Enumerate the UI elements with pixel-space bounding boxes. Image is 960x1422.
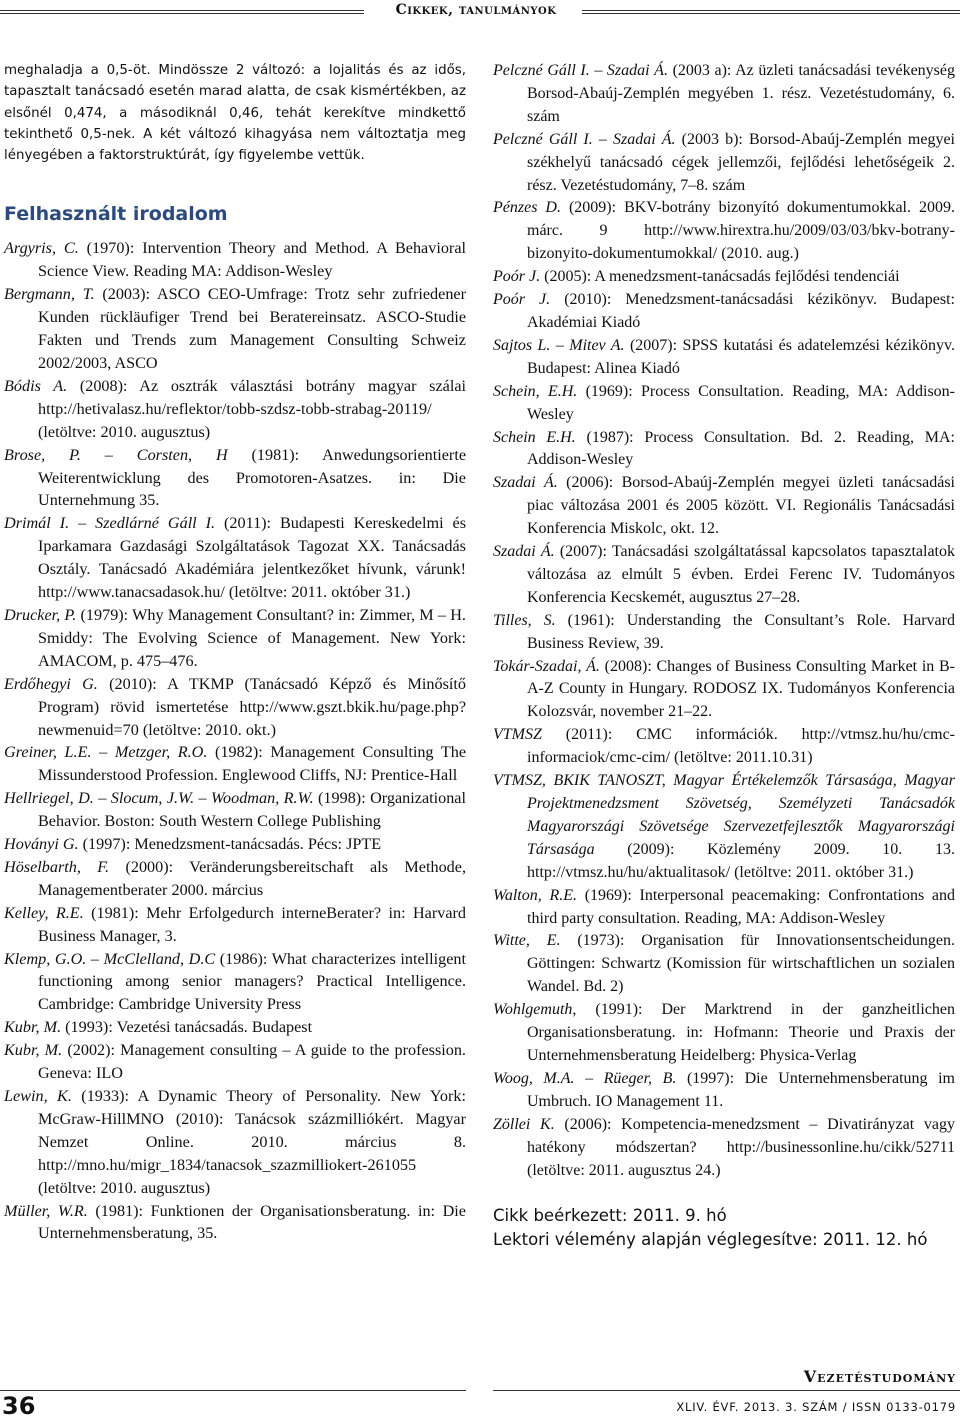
reference-entry (4, 1016, 466, 1039)
reference-entry (493, 197, 955, 266)
reference-text: (1981): Anwedungsorientierte Weiterentwicklung des Promotoren-Asatzes. in: Die Unternehmung 35. (38, 445, 467, 510)
reference-author: Greiner, L.E. – Metzger, R.O. (4, 743, 208, 762)
reference-text: (1987): Process Consultation. Bd. 2. Reading, MA: Addison-Wesley (527, 428, 955, 469)
reference-list-left (4, 237, 466, 1245)
reference-text: (1991): Der Marktrend in der ganzheitlichen Organisationsberatung. in: Hofmann: Theorie und Praxis der Unternehmensberatung Heidelberg: Physica-Verlag (527, 1001, 955, 1064)
reference-author: Wohlgemuth, (493, 1001, 577, 1019)
reference-entry (4, 237, 466, 283)
right-column (493, 60, 955, 1252)
reference-author: Bergmann, T. (4, 285, 95, 304)
reference-author: Hoványi G. (4, 835, 79, 854)
reference-author: Brose, P. – Corsten, H (4, 445, 228, 464)
reference-entry (493, 129, 955, 198)
reference-entry (493, 885, 955, 931)
reference-entry (4, 604, 466, 673)
reference-entry (493, 724, 955, 770)
reference-entry (493, 999, 955, 1068)
reference-text: (2010): Menedzsment-tanácsadási kézikönyv. Budapest: Akadémiai Kiadó (527, 291, 955, 331)
reference-author: Tilles, S. (493, 611, 556, 629)
references-heading: Felhasznált irodalom (4, 203, 228, 226)
page-number: 36 (2, 1392, 36, 1420)
reference-author: Müller, W.R. (4, 1201, 88, 1220)
reference-entry (4, 444, 466, 513)
reference-text: (1969): Process Consultation. Reading, MA: Addison-Wesley (527, 382, 956, 423)
reference-text: (1997): Die Unternehmensberatung im Umbruch. IO Management 11. (527, 1069, 955, 1110)
reference-text: (2009): Közlemény 2009. 10. 13. http://vtmsz.hu/hu/aktualitasok/ (letöltve: 2011. október 31.) (527, 840, 955, 881)
reference-text: (2005): A menedzsment-tanácsadás fejlődési tendenciái (540, 268, 900, 286)
reference-author: Drimál I. – Szedlárné Gáll I. (4, 514, 216, 533)
reference-text: (2008): Az osztrák választási botrány magyar szálai http://hetivalasz.hu/reflektor/tobb-szdsz-tobb-strabag-20119/ (letöltve: 2010. augusztus) (38, 376, 467, 441)
reference-text: (2007): SPSS kutatási és adatelemzési kézikönyv. Budapest: Alinea Kiadó (527, 336, 955, 377)
reference-author: Drucker, P. (4, 605, 77, 624)
reference-entry (4, 856, 466, 902)
reference-author: Schein E.H. (493, 428, 576, 446)
reference-entry (493, 770, 955, 885)
reference-author: Lewin, K. (4, 1087, 72, 1106)
reference-entry (4, 1039, 466, 1085)
reference-entry (4, 787, 466, 833)
reference-text: (2008): Changes of Business Consulting Market in B-A-Z County in Hungary. RODOSZ IX. Tudományos Konferencia Kolozsvár, november 21–22. (527, 657, 955, 721)
reference-text: (2007): Tanácsadási szolgáltatással kapcsolatos tapasztalatok változása az elmúlt 5 évben. Erdei Ferenc IV. Tudományos Konferencia Kecskemét, augusztus 27–28. (527, 543, 956, 606)
reference-entry (493, 656, 955, 725)
reference-text: (1979): Why Management Consultant? in: Zimmer, M – H. Smiddy: The Evolving Science of Management. New York: AMACOM, p. 475–476. (38, 605, 466, 670)
reference-text: (1986): What characterizes intelligent functioning among senior managers? Practical Intelligence. Cambridge: Cambridge University Press (38, 949, 466, 1014)
footer-rule-left (0, 1390, 466, 1391)
reference-entry (493, 60, 955, 129)
intro-paragraph: meghaladja a 0,5-öt. Mindössze 2 változó: a lojalitás és az idős, tapasztalt tanácsadó esetén marad alatta, de csak kismértékben, az elsőnél 0,474, a másodiknál 0,46, tehát kerekítve mindkettő tekinthető 0,5-nek. A két változó kihagyása nem változtatja meg lényegében a faktorstruktúrát, így figyelembe vettük. (4, 63, 466, 164)
reference-author: VTMSZ, BKIK TANOSZT, Magyar Értékelemzők Társasága, Magyar Projektmenedzsment Szövetség, Személyzeti Tanácsadók Magyarországi Szövetsége Szervezetfejlesztők Magyarországi Társasága (493, 772, 955, 858)
reference-text: (2011): Budapesti Kereskedelmi és Iparkamara Gazdasági Szolgáltatások Tagozat XX. Tanácsadás Osztály. Tanácsadó Akadémiára jelentkezőket hívunk, várunk! http://www.tanacsadasok.hu/ (letöltve: 2011. október 31.) (38, 514, 466, 602)
reference-entry (493, 541, 955, 610)
reference-entry (493, 930, 955, 999)
reference-entry (4, 948, 466, 1017)
reference-entry (4, 512, 466, 604)
header-rule-left (0, 10, 364, 14)
reference-text: (1973): Organisation für Innovationsentscheidungen. Göttingen: Schwartz (Komission für wirtschaftlichen un sozialen Wandel. Bd. 2) (527, 932, 956, 996)
reference-entry (493, 427, 955, 473)
journal-name: Vezetéstudomány (803, 1367, 956, 1386)
reference-author: Poór J. (493, 291, 551, 309)
reference-author: Kelley, R.E. (4, 903, 84, 922)
reference-entry (493, 1114, 955, 1183)
reference-text: (1933): A Dynamic Theory of Personality. New York: McGraw-HillMNO (2010): Tanácsok százmilliókért. Magyar Nemzet Online. 2010. március 8. http://mno.hu/migr_1834/tanacsok_szazmilliokert-261055 (letöltve: 2010. augusztus) (38, 1087, 466, 1197)
reference-text: (1993): Vezetési tanácsadás. Budapest (61, 1018, 313, 1037)
reference-text: (2011): CMC információk. http://vtmsz.hu/hu/cmc-informaciok/cmc-cim/ (letöltve: 2011.10.31) (527, 726, 955, 767)
left-column (4, 60, 466, 1245)
reference-entry (4, 673, 466, 742)
reference-author: Pelczné Gáll I. – Szadai Á. (493, 130, 676, 148)
reference-entry (4, 1085, 466, 1200)
reference-entry (4, 283, 466, 375)
reference-entry (4, 375, 466, 444)
issue-info: XLIV. ÉVF. 2013. 3. SZÁM / ISSN 0133-0179 (676, 1400, 956, 1414)
reference-author: Kubr, M. (4, 1041, 63, 1060)
reference-author: Walton, R.E. (493, 886, 578, 904)
reference-text: (1961): Understanding the Consultant’s Role. Harvard Business Review, 39. (527, 611, 955, 652)
reference-author: Woog, M.A. – Rüeger, B. (493, 1069, 677, 1087)
reference-text: (1998): Organizational Behavior. Boston: South Western College Publishing (38, 789, 466, 831)
reference-text: (2003 a): Az üzleti tanácsadási tevékenység Borsod-Abaúj-Zemplén megyében 1. rész. Vezetéstudomány, 6. szám (527, 62, 956, 125)
reference-author: Witte, E. (493, 932, 561, 950)
reference-author: Sajtos L. – Mitev A. (493, 336, 625, 354)
reference-author: Klemp, G.O. – McClelland, D.C (4, 949, 216, 968)
reference-text: (1997): Menedzsment-tanácsadás. Pécs: JPTE (78, 835, 382, 854)
reference-text: (2006): Borsod-Abaúj-Zemplén megyei üzleti tanácsadási piac változása 2001 és 2005 között. VI. Regionális Tanácsadási Konferencia Miskolc, okt. 12. (527, 474, 955, 538)
reference-text: (1981): Funktionen der Organisationsberatung. in: Die Unternehmensberatung, 35. (38, 1201, 466, 1243)
reference-text: (2003 b): Borsod-Abaúj-Zemplén megyei székhelyű tanácsadó cégek jellemzői, fejlődési lehetőségeik 2. rész. Vezetéstudomány, 7–8. szám (527, 130, 955, 194)
reference-author: Erdőhegyi G. (4, 674, 98, 693)
reference-author: Bódis A. (4, 376, 68, 395)
reference-author: Schein, E.H. (493, 382, 578, 400)
reference-text: (1981): Mehr Erfolgedurch interneBerater? in: Harvard Business Manager, 3. (38, 903, 466, 945)
reference-entry (493, 1068, 955, 1114)
reference-entry (493, 472, 955, 541)
reference-entry (4, 1200, 466, 1246)
reference-entry (493, 266, 955, 289)
reference-entry (4, 902, 466, 948)
reference-author: Zöllei K. (493, 1115, 555, 1133)
received-date: Cikk beérkezett: 2011. 9. hó (493, 1206, 727, 1226)
header-rule-right (582, 10, 960, 14)
reference-entry (493, 381, 955, 427)
reference-text: (2000): Veränderungsbereitschaft als Methode, Managementberater 2000. március (38, 857, 466, 899)
reference-author: Szadai Á. (493, 474, 558, 492)
reference-author: VTMSZ (493, 726, 542, 744)
reference-author: Argyris, C. (4, 239, 79, 258)
reference-text: (2003): ASCO CEO-Umfrage: Trotz sehr zufriedener Kunden rückläufiger Trend bei Beratereinsatz. ASCO-Studie Fakten und Trends zum Management Consulting Schweiz 2002/2003, ASCO (38, 285, 466, 373)
section-title: Cikkek, tanulmányok (395, 2, 557, 18)
reference-author: Poór J. (493, 268, 541, 286)
reference-author: Szadai Á. (493, 543, 555, 561)
reference-text: (2002): Management consulting – A guide to the profession. Geneva: ILO (38, 1041, 466, 1083)
reference-author: Höselbarth, F. (4, 857, 110, 876)
reference-text: (1970): Intervention Theory and Method. A Behavioral Science View. Reading MA: Addison-Wesley (38, 239, 466, 281)
reference-author: Kubr, M. (4, 1018, 62, 1037)
reference-author: Tokár-Szadai, Á. (493, 657, 600, 675)
reference-text: (2010): A TKMP (Tanácsadó Képző és Minősítő Program) rövid ismertetése http://www.gszt.bkik.hu/page.php?newmenuid=70 (letöltve: 2010. okt.) (38, 674, 466, 739)
footer-rule-right (493, 1390, 960, 1391)
reference-text: (2006): Kompetencia-menedzsment – Divatirányzat vagy hatékony módszertan? http://businessonline.hu/cikk/52711 (letöltve: 2011. augusztus 24.) (527, 1115, 955, 1179)
reference-author: Pelczné Gáll I. – Szadai Á. (493, 62, 668, 79)
reference-entry (493, 289, 955, 335)
reference-list-right (493, 60, 955, 1182)
reference-entry (4, 833, 466, 856)
reference-text: (1969): Interpersonal peacemaking: Confrontations and third party consultation. Reading, MA: Addison-Wesley (527, 886, 956, 927)
reviewed-date: Lektori vélemény alapján véglegesítve: 2011. 12. hó (493, 1230, 928, 1250)
reference-entry (493, 610, 955, 656)
reference-author: Pénzes D. (493, 199, 561, 217)
reference-text: (1982): Management Consulting The Missunderstood Profession. Englewood Cliffs, NJ: Prentice-Hall (38, 743, 467, 785)
reference-entry (493, 335, 955, 381)
reference-entry (4, 741, 466, 787)
reference-author: Hellriegel, D. – Slocum, J.W. – Woodman, R.W. (4, 789, 314, 808)
reference-text: (2009): BKV-botrány bizonyító dokumentumokkal. 2009. márc. 9 http://www.hirextra.hu/2009/03/03/bkv-botrany-bizonyito-dokumentumokkal/ (2010. aug.) (527, 199, 955, 263)
